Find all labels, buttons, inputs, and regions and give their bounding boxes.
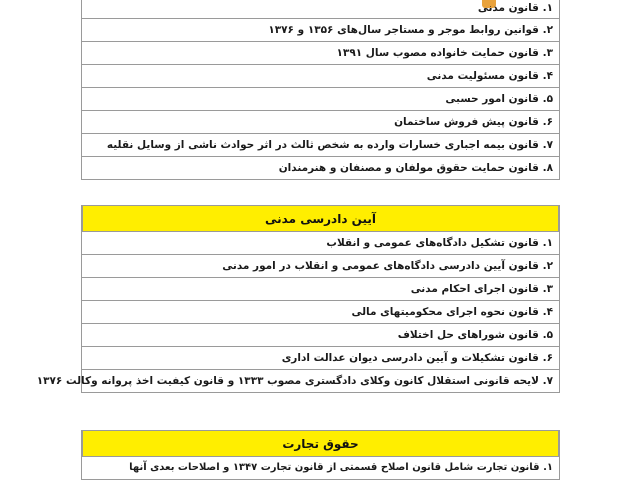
list-item	[82, 324, 559, 347]
item-label: ۴. قانون مسئولیت مدنی	[426, 70, 553, 82]
list-item	[82, 347, 559, 370]
list-item	[82, 301, 559, 324]
list-item	[82, 134, 559, 157]
item-label: ۴. قانون نحوه اجرای محکومیتهای مالی	[351, 306, 553, 318]
item-label: ۳. قانون حمایت خانواده مصوب سال ۱۳۹۱	[336, 47, 553, 59]
section-header	[82, 205, 559, 232]
item-label: ۵. قانون شوراهای حل اختلاف	[397, 329, 553, 341]
section-title: آیین دادرسی مدنی	[265, 212, 376, 226]
list-item	[36, 370, 559, 393]
item-label: ۶. قانون تشکیلات و آیین دادرسی دیوان عدالت اداری	[281, 352, 553, 364]
list-item	[82, 232, 559, 255]
list-item	[82, 0, 559, 19]
item-label: ۷. لایحه قانونی استقلال کانون وکلای دادگستری مصوب ۱۳۳۳ و قانون کیفیت اخذ پروانه وکالت ۱۳۷۶	[36, 375, 553, 387]
item-label: ۲. قانون آیین دادرسی دادگاه‌های عمومی و انقلاب در امور مدنی	[222, 260, 553, 272]
item-label: ۱. قانون تشکیل دادگاه‌های عمومی و انقلاب	[326, 237, 553, 249]
civil-procedure-table	[36, 205, 560, 393]
item-label: ۸. قانون حمایت حقوق مولفان و مصنفان و هنرمندان	[278, 162, 553, 174]
list-item	[82, 457, 559, 480]
list-item	[82, 255, 559, 278]
item-label: ۳. قانون اجرای احکام مدنی	[410, 283, 553, 295]
item-label: ۱. قانون تجارت شامل قانون اصلاح قسمتی از قانون تجارت ۱۳۴۷ و اصلاحات بعدی آنها	[129, 462, 553, 473]
section-title: حقوق تجارت	[282, 437, 359, 451]
list-item	[82, 19, 559, 42]
civil-laws-table	[81, 0, 560, 180]
list-item	[82, 111, 559, 134]
commercial-law-table	[81, 430, 560, 480]
list-item	[82, 88, 559, 111]
list-item	[82, 65, 559, 88]
item-label: ۱. قانون مدنی	[477, 2, 553, 14]
list-item	[82, 42, 559, 65]
item-label: ۶. قانون پیش فروش ساختمان	[394, 116, 553, 128]
item-label: ۲. قوانین روابط موجر و مستاجر سال‌های ۱۳۵۶ و ۱۳۷۶	[268, 24, 553, 36]
item-label: ۵. قانون امور حسبی	[445, 93, 553, 105]
list-item	[82, 278, 559, 301]
list-item	[82, 157, 559, 180]
item-label: ۷. قانون بیمه اجباری خسارات وارده به شخص ثالث در اثر حوادث ناشی از وسایل نقلیه	[106, 139, 553, 151]
section-header	[82, 430, 559, 457]
